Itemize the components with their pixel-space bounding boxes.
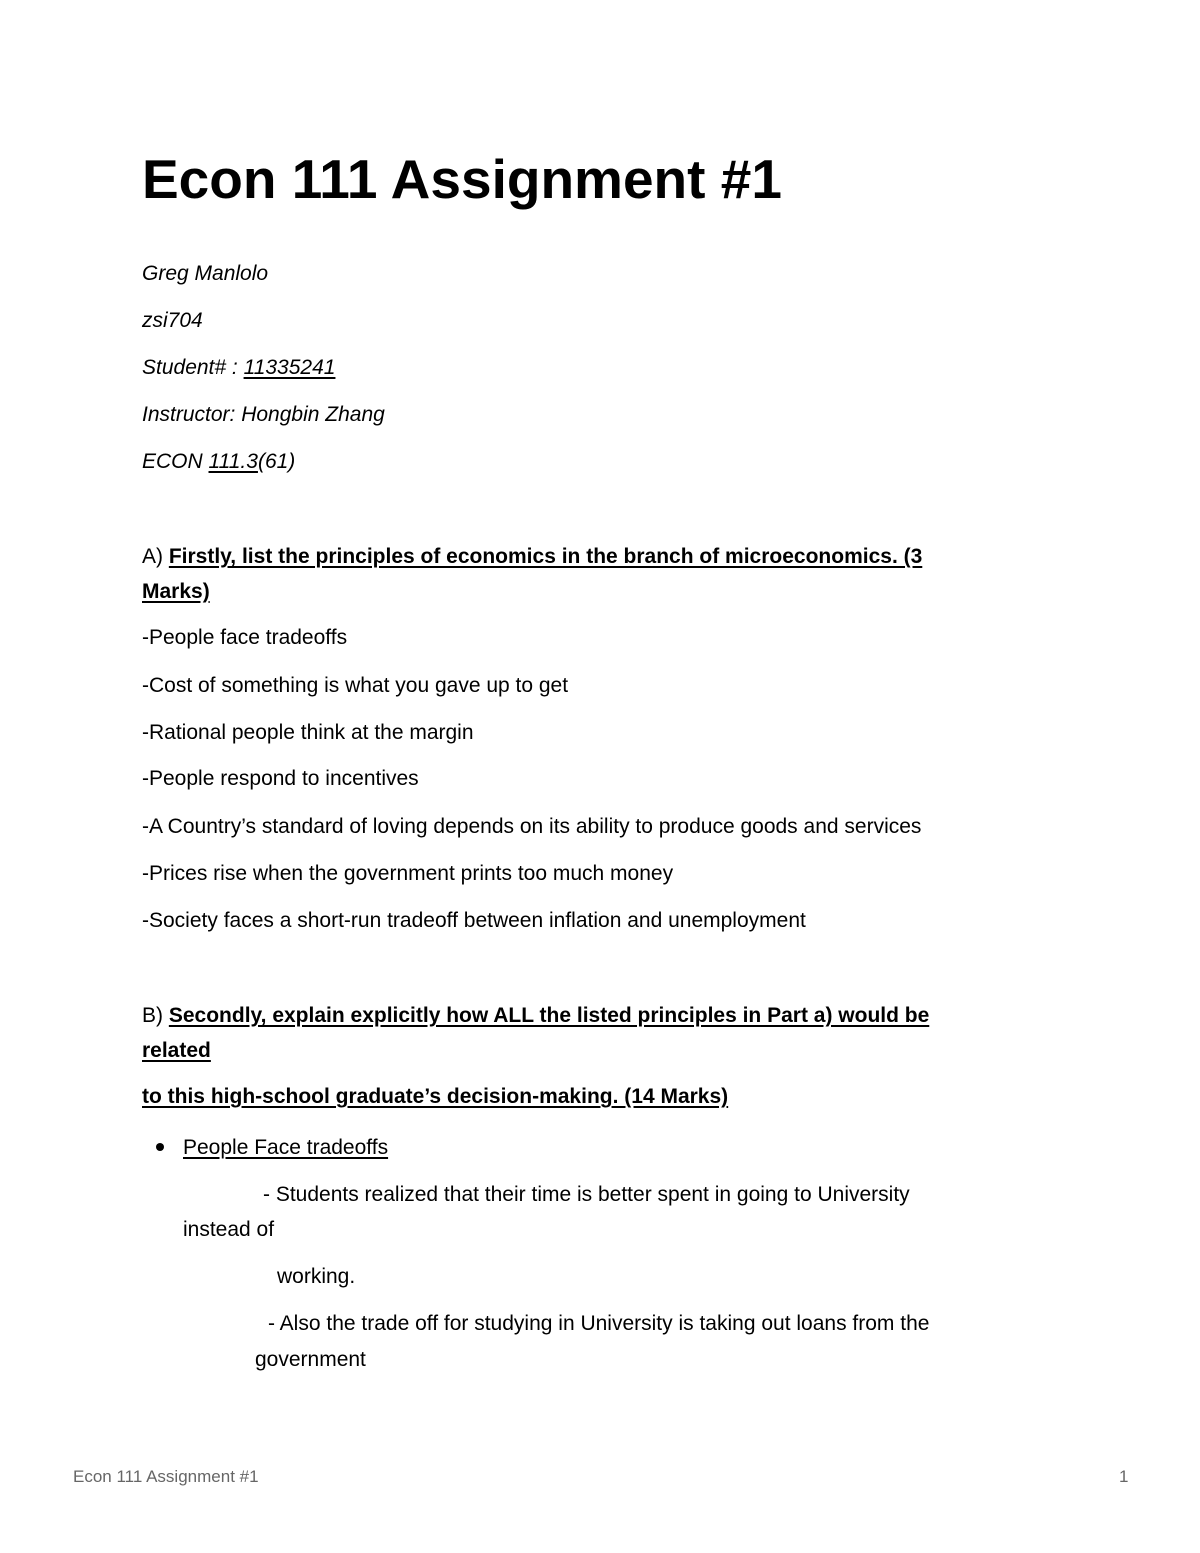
course-section: (61) bbox=[257, 450, 296, 473]
bullet-paragraph-2-line1: - Also the trade off for studying in University is taking out loans from the bbox=[268, 1312, 930, 1335]
question-b-text: Secondly, explain explicitly how ALL the listed principles in Part a) would be bbox=[168, 1004, 930, 1027]
principle-item: -People respond to incentives bbox=[142, 767, 419, 790]
student-number: 11335241 bbox=[243, 356, 336, 379]
author-name: Greg Manlolo bbox=[142, 262, 269, 285]
question-b-line3 bbox=[142, 1084, 728, 1110]
principle-item: -People face tradeoffs bbox=[142, 626, 348, 649]
question-b-line2 bbox=[142, 1038, 211, 1064]
question-a-line2 bbox=[142, 579, 210, 605]
question-b-prefix: B) bbox=[142, 1004, 169, 1027]
student-number-line bbox=[142, 355, 335, 381]
bullet-paragraph-2-line2: government bbox=[255, 1348, 366, 1371]
question-b-text-cont: related bbox=[142, 1039, 211, 1062]
principle-item: -Rational people think at the margin bbox=[142, 721, 474, 744]
bullet-heading: People Face tradeoffs bbox=[183, 1136, 389, 1159]
document-title: Econ 111 Assignment #1 bbox=[142, 148, 782, 210]
question-a-marks: Marks) bbox=[142, 580, 210, 603]
student-label: Student# : bbox=[142, 356, 244, 379]
course-line bbox=[142, 449, 295, 475]
author-nsid: zsi704 bbox=[142, 309, 203, 332]
question-a-line1 bbox=[142, 544, 922, 570]
principle-item: -Society faces a short-run tradeoff between inflation and unemployment bbox=[142, 909, 806, 932]
bullet-paragraph-1-line2: instead of bbox=[183, 1218, 275, 1241]
instructor-line: Instructor: Hongbin Zhang bbox=[142, 403, 385, 426]
page-number: 1 bbox=[1119, 1467, 1129, 1486]
footer-title: Econ 111 Assignment #1 bbox=[73, 1467, 259, 1486]
principle-item: -A Country’s standard of loving depends on its ability to produce goods and services bbox=[142, 815, 922, 838]
principle-item: -Prices rise when the government prints too much money bbox=[142, 862, 674, 885]
bullet-paragraph-1-line3: working. bbox=[277, 1265, 356, 1288]
question-a-text: Firstly, list the principles of economics in the branch of microeconomics. (3 bbox=[168, 545, 923, 568]
question-b-line1 bbox=[142, 1003, 929, 1029]
bullet-paragraph-1-line1: - Students realized that their time is better spent in going to University bbox=[263, 1183, 910, 1206]
course-prefix: ECON bbox=[142, 450, 209, 473]
question-a-prefix: A) bbox=[142, 545, 169, 568]
question-b-marks: to this high-school graduate’s decision-making. (14 Marks) bbox=[142, 1085, 729, 1108]
principle-item: -Cost of something is what you gave up to get bbox=[142, 674, 569, 697]
course-number: 111.3 bbox=[208, 450, 258, 473]
bullet-dot-icon bbox=[156, 1143, 164, 1151]
